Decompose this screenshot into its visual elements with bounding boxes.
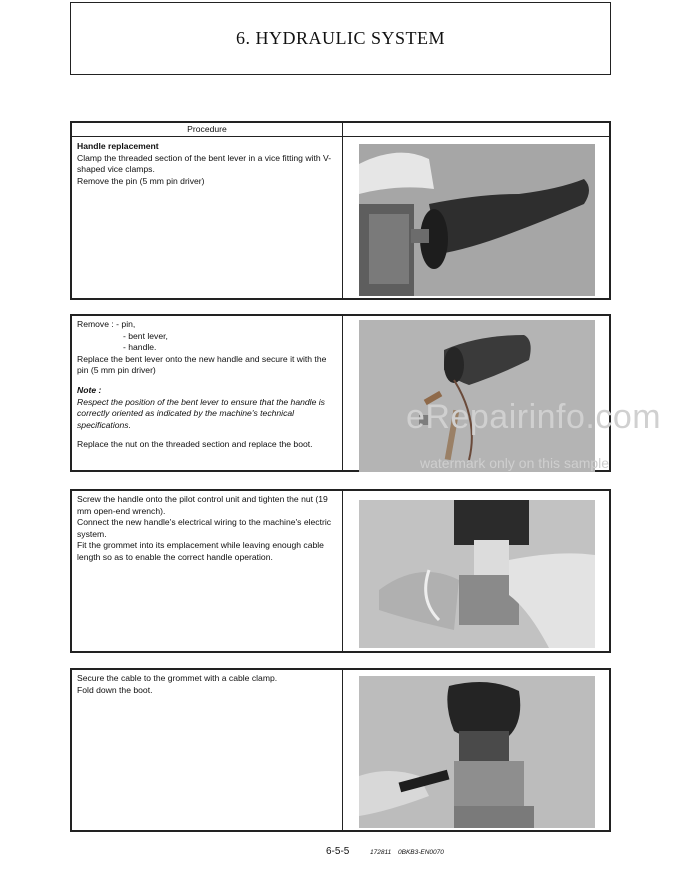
photo-image xyxy=(359,144,595,296)
photo-pilot-control-unit xyxy=(359,500,595,648)
photo-image xyxy=(359,676,595,828)
procedure-block-4 xyxy=(70,668,611,832)
step-text: Connect the new handle's electrical wiring to the machine's electric system. xyxy=(77,517,332,539)
photo-boot-folding xyxy=(359,676,595,828)
procedure-block-1 xyxy=(70,121,611,300)
document-code: 172811 xyxy=(370,849,392,856)
column-divider xyxy=(342,491,343,651)
step-text: Replace the nut on the threaded section and replace the boot. xyxy=(77,439,313,450)
note-title: Note : xyxy=(77,384,102,395)
document-reference: 0BKB3-EN0070 xyxy=(398,849,444,856)
watermark-site: eRepairinfo.com xyxy=(406,398,662,436)
step-text: Clamp the threaded section of the bent lever in a vice fitting with V-shaped vice clamps. xyxy=(77,152,332,175)
column-divider xyxy=(342,123,343,298)
chapter-title: 6. HYDRAULIC SYSTEM xyxy=(235,28,445,48)
procedure-column-header: Procedure xyxy=(72,123,342,137)
step-text: Screw the handle onto the pilot control unit and tighten the nut (19 mm open-end wrench). xyxy=(77,494,328,516)
image-column-header xyxy=(343,123,609,137)
page-number: 6-5-5 xyxy=(326,846,350,857)
procedure-text-2 xyxy=(77,319,339,451)
photo-image xyxy=(359,320,595,472)
procedure-text-1 xyxy=(77,141,339,187)
step-text: Remove the pin (5 mm pin driver) xyxy=(77,175,205,186)
photo-image xyxy=(359,500,595,648)
photo-handle-parts xyxy=(359,320,595,472)
note-text: Respect the position of the bent lever to ensure that the handle is correctly oriented as indicated by the machine's technical specifications. xyxy=(77,396,325,430)
watermark-note: watermark only on this sample xyxy=(420,455,610,471)
procedure-block-3 xyxy=(70,489,611,653)
section-title: Handle replacement xyxy=(77,141,159,151)
remove-list-label: Remove : - pin, xyxy=(77,319,136,329)
step-text: Secure the cable to the grommet with a cable clamp. xyxy=(77,673,278,683)
step-text: Replace the bent lever onto the new handle and secure it with the pin (5 mm pin driver) xyxy=(77,353,327,376)
procedure-text-4 xyxy=(77,673,339,696)
remove-list-item: - bent lever, xyxy=(123,330,168,341)
column-divider xyxy=(342,670,343,830)
chapter-header xyxy=(70,2,611,75)
remove-list-item: - handle. xyxy=(123,342,157,353)
column-divider xyxy=(342,316,343,470)
photo-handle-in-vice xyxy=(359,144,595,296)
step-text: Fit the grommet into its emplacement while leaving enough cable length so as to enable the correct handle operation. xyxy=(77,540,324,562)
step-text: Fold down the boot. xyxy=(77,684,153,695)
procedure-text-3 xyxy=(77,494,339,564)
procedure-block-2 xyxy=(70,314,611,472)
